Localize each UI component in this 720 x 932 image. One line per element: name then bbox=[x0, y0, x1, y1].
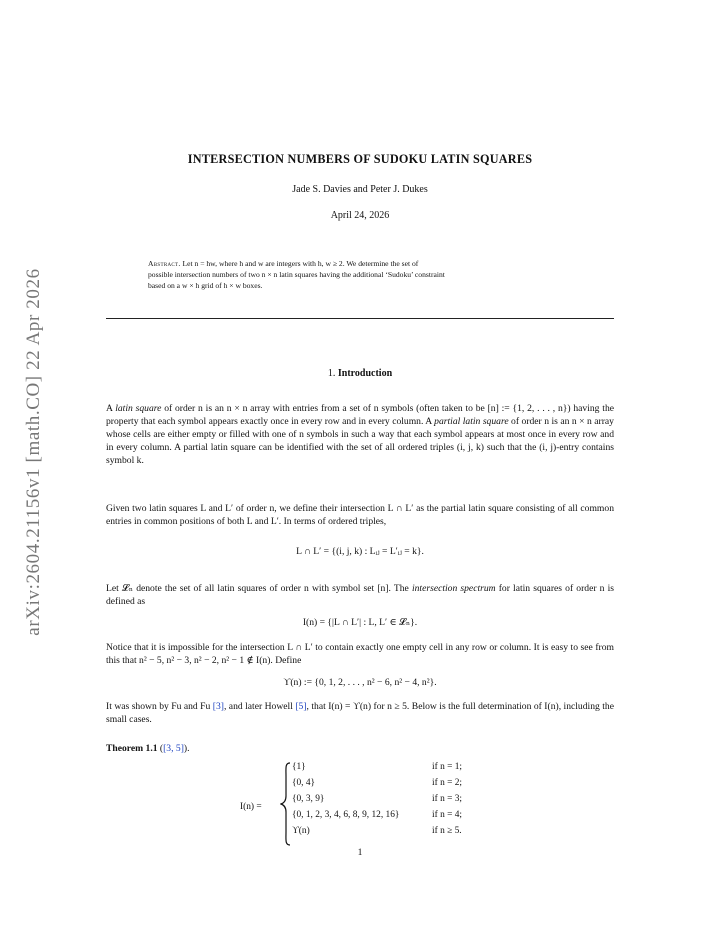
paragraph-prior-results bbox=[106, 700, 614, 726]
section-title: Introduction bbox=[337, 368, 393, 379]
citation-link-3[interactable]: [3] bbox=[212, 701, 224, 712]
case-condition-2: if n = 2; bbox=[432, 778, 463, 788]
case-value-3: {0, 3, 9} bbox=[292, 794, 325, 804]
case-value-5: ϒ(n) bbox=[292, 826, 310, 836]
case-condition-4: if n = 4; bbox=[432, 810, 463, 820]
theorem-paren-close: ). bbox=[183, 743, 190, 754]
paragraph-intersection-spectrum bbox=[106, 582, 614, 608]
term-intersection-spectrum: intersection spectrum bbox=[411, 583, 496, 594]
p1-text-c: of order n is an n × n array whose cells are either empty or filled with one of n symbols in such a way that each symbol appears at most once in every row and in every column. A partial latin square can be identified with the set of all ordered triples (i, j, k) such that the (i, j)-entry contains symbol k. bbox=[106, 416, 614, 466]
term-latin-square: latin square bbox=[115, 403, 162, 414]
p3-text-b: for latin squares of order n is defined as bbox=[106, 583, 614, 607]
p5-text-a: It was shown by Fu and Fu bbox=[106, 701, 213, 712]
p5-text-b: , and later Howell bbox=[223, 701, 296, 712]
case-condition-5: if n ≥ 5. bbox=[432, 826, 462, 836]
left-brace-icon bbox=[280, 762, 292, 846]
abstract-text-b: possible intersection numbers of two n × n latin squares having the additional ‘Sudoku’ constraint bbox=[148, 270, 445, 279]
abstract bbox=[148, 258, 574, 291]
equation-spectrum: I(n) = {|L ∩ L′| : L, L′ ∈ 𝓛ₙ}. bbox=[302, 617, 418, 628]
section-number: 1. bbox=[327, 368, 336, 379]
paper-title: INTERSECTION NUMBERS OF SUDOKU LATIN SQUARES bbox=[187, 152, 533, 166]
p5-text-c: , that I(n) = ϒ(n) for n ≥ 5. Below is the full determination of I(n), including the small cases. bbox=[106, 701, 614, 725]
term-partial-latin-square: partial latin square bbox=[434, 416, 509, 427]
citation-link-5[interactable]: [5] bbox=[295, 701, 307, 712]
equation-intersection: L ∩ L′ = {(i, j, k) : Lᵢⱼ = L′ᵢⱼ = k}. bbox=[296, 546, 424, 557]
abstract-label: Abstract. bbox=[148, 259, 181, 268]
arxiv-side-label: arXiv:2604.21156v1 [math.CO] 22 Apr 2026 bbox=[23, 268, 44, 636]
p3-text-a: Let 𝓛ₙ denote the set of all latin squares of order n with symbol set [n]. The bbox=[106, 583, 412, 594]
case-value-4: {0, 1, 2, 3, 4, 6, 8, 9, 12, 16} bbox=[292, 810, 400, 820]
theorem-paren-open: ( bbox=[157, 743, 164, 754]
paragraph-intersection-definition: Given two latin squares L and L′ of order n, we define their intersection L ∩ L′ as the partial latin square consisting of all common entries in common positions of both L and L′. In terms of ordered triples, bbox=[106, 503, 614, 527]
case-value-2: {0, 4} bbox=[292, 778, 316, 788]
date: April 24, 2026 bbox=[330, 210, 390, 221]
abstract-text-a: Let n = hw, where h and w are integers with h, w ≥ 2. We determine the set of bbox=[180, 259, 419, 268]
page-number: 1 bbox=[357, 847, 363, 858]
case-value-1: {1} bbox=[292, 762, 306, 772]
p1-text-a: A bbox=[106, 403, 116, 414]
p1-text-b: of order n is an n × n array with entries from a set of n symbols (often taken to be [n] := {1, 2, . . . , n}) having the property that each symbol appears exactly once in every row and in every column. A bbox=[106, 403, 614, 427]
theorem-label: Theorem 1.1 bbox=[106, 743, 158, 754]
paragraph-latin-square-definition bbox=[106, 402, 614, 467]
separator-rule bbox=[106, 318, 614, 319]
authors: Jade S. Davies and Peter J. Dukes bbox=[292, 184, 428, 195]
theorem-citation-link[interactable]: [3, 5] bbox=[163, 743, 184, 754]
case-condition-1: if n = 1; bbox=[432, 762, 463, 772]
case-condition-3: if n = 3; bbox=[432, 794, 463, 804]
section-heading bbox=[0, 368, 720, 379]
theorem-heading bbox=[106, 743, 614, 754]
cases-lhs: I(n) = bbox=[240, 802, 262, 812]
abstract-text-c: based on a w × h grid of h × w boxes. bbox=[148, 281, 263, 290]
paragraph-impossible-values: Notice that it is impossible for the intersection L ∩ L′ to contain exactly one empty cell in any row or column. It is easy to see from this that n² − 5, n² − 3, n² − 2, n² − 1 ∉ I(n). Define bbox=[106, 642, 614, 666]
equation-upsilon: ϒ(n) := {0, 1, 2, . . . , n² − 6, n² − 4, n²}. bbox=[283, 677, 437, 688]
